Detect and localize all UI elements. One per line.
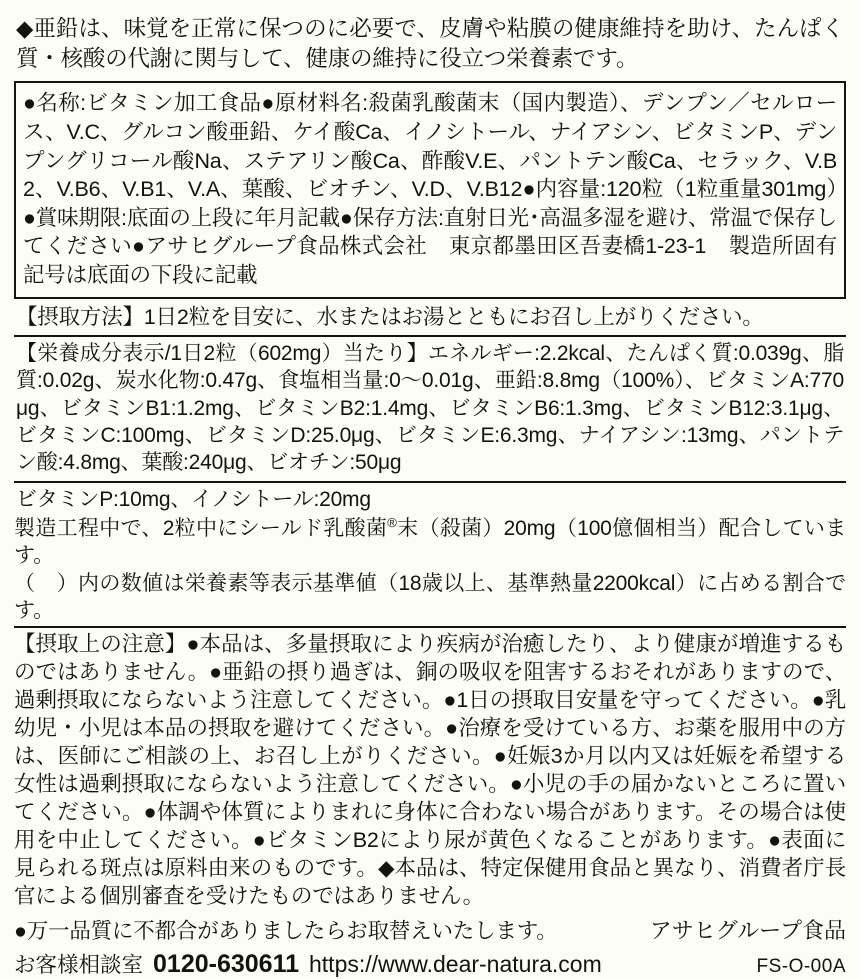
customer-service-phone[interactable]: 0120-630611: [153, 950, 299, 979]
nutrition-extra: ビタミンP:10mg、イノシトール:20mg: [14, 481, 846, 515]
usage-instructions: 【摂取方法】1日2粒を目安に、水またはお湯とともにお召し上がりください。: [16, 304, 764, 329]
footer-contact-row: [14, 948, 846, 979]
nutrition-facts: 【栄養成分表示/1日2粒（602mg）当たり】エネルギー:2.2kcal、たんぱく質:0.039g、脂質:0.02g、炭水化物:0.47g、食塩相当量:0〜0.01g、亜鉛:8.8mg（100%）、ビタミンA:770μg、ビタミンB1:1.2mg、ビタミンB2:1.4mg、ビタミンB6:1.3mg、ビタミンB12:3.1μg、ビタミンC:100mg、ビタミンD:25.0μg、ビタミンE:6.3mg、ナイアシン:13mg、パントテン酸:4.8mg、葉酸:240μg、ビオチン:50μg: [14, 335, 846, 478]
process-note-post: 末（殺菌）20mg（100億個相当）配合しています。: [14, 516, 846, 568]
manufacturer-name: アサヒグループ食品: [649, 918, 846, 944]
label-code: FS-O-00A: [756, 956, 846, 978]
website-url[interactable]: https://www.dear-natura.com: [309, 951, 602, 978]
footer-top-row: [14, 914, 846, 946]
process-note: [14, 515, 846, 570]
customer-service-label: お客様相談室: [14, 953, 144, 978]
registered-trademark-icon: ®: [387, 514, 397, 530]
zinc-claim-statement: ◆亜鉛は、味覚を正常に保つのに必要で、皮膚や粘膜の健康維持を助け、たんぱく質・核酸の代謝に関与して、健康の維持に役立つ栄養素です。: [16, 16, 844, 71]
usage-cautions: 【摂取上の注意】●本品は、多量摂取により疾病が治癒したり、より健康が増進するものではありません。●亜鉛の摂り過ぎは、銅の吸収を阻害するおそれがありますので、過剰摂取にならないよう注意してください。●1日の摂取目安量を守ってください。●乳幼児・小児は本品の摂取を避けてください。●治療を受けている方、お薬を服用中の方は、医師にご相談の上、お召し上がりください。●妊娠3か月以内又は妊娠を希望する女性は過剰摂取にならないよう注意してください。●小児の手の届かないところに置いてください。●体調や体質によりまれに身体に合わない場合があります。その場合は使用を中止してください。●ビタミンB2により尿が黄色くなることがあります。●表面に見られる斑点は原料由来のものです。◆本品は、特定保健用食品と異なり、消費者庁長官による個別審査を受けたものではありません。: [14, 626, 846, 910]
process-note-pre: 製造工程中で、2粒中にシールド乳酸菌: [14, 516, 388, 540]
percent-daily-value-note: （ ）内の数値は栄養素等表示基準値（18歳以上、基準熱量2200kcal）に占める割合です。: [14, 571, 846, 622]
ingredients-box: ●名称:ビタミン加工食品●原材料名:殺菌乳酸菌末（国内製造）、デンプン／セルロース、V.C、グルコン酸亜鉛、ケイ酸Ca、イノシトール、ナイアシン、ビタミンP、デンプングリコール酸Na、ステアリン酸Ca、酢酸V.E、パントテン酸Ca、セラック、V.B2、V.B6、V.B1、V.A、葉酸、ビオチン、V.D、V.B12●内容量:120粒（1粒重量301mg）●賞味期限:底面の上段に年月記載●保存方法:直射日光･高温多湿を避け、常温で保存してください●アサヒグループ食品株式会社 東京都墨田区吾妻橋1-23-1 製造所固有記号は底面の下段に記載: [14, 81, 846, 298]
replacement-note: ●万一品質に不都合がありましたらお取替えいたします。: [14, 919, 558, 944]
